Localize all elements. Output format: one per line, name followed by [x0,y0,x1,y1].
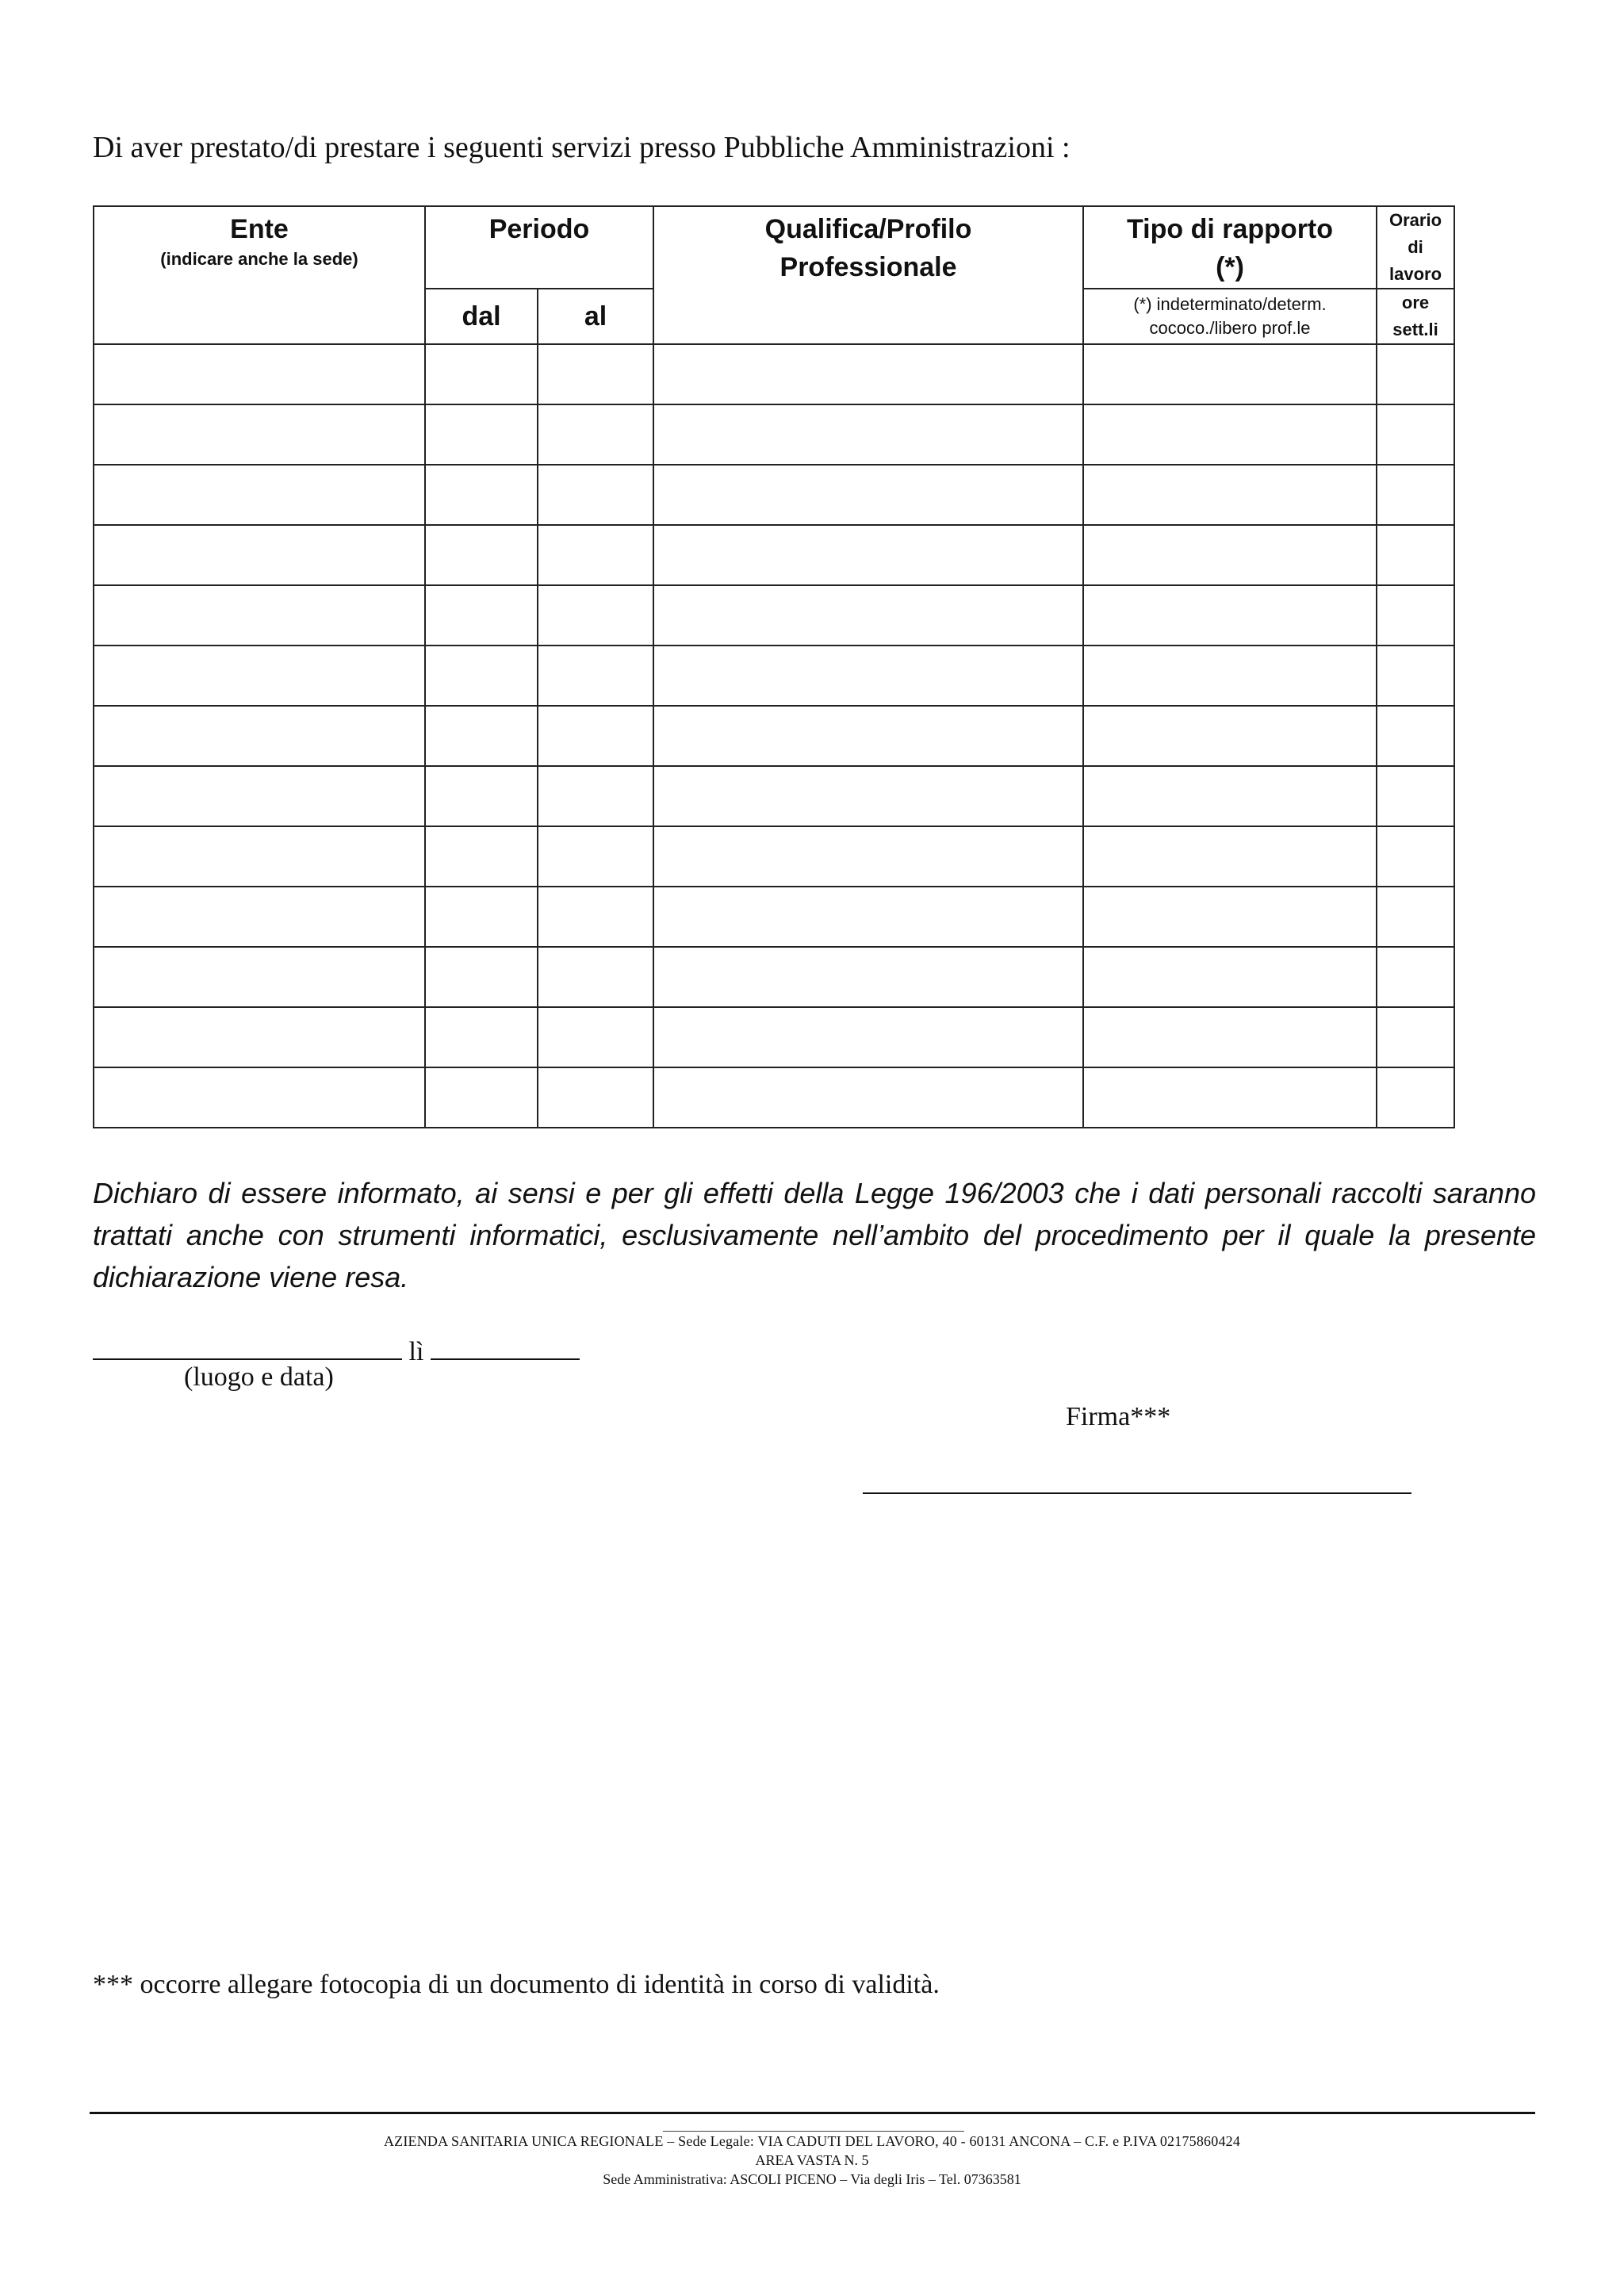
table-row [94,1007,1454,1067]
table-cell[interactable] [1377,706,1454,766]
table-cell[interactable] [653,404,1083,465]
header-orario [1377,206,1454,289]
table-cell[interactable] [94,1007,425,1067]
header-qualifica-line2: Professionale [779,252,957,282]
footer-divider [90,2112,1535,2114]
table-cell[interactable] [425,1067,538,1128]
table-cell[interactable] [1083,1007,1377,1067]
table-cell[interactable] [1377,1007,1454,1067]
table-cell[interactable] [538,525,653,585]
table-cell[interactable] [538,1067,653,1128]
header-orario-line2: di [1408,237,1423,257]
header-ore-line2: sett.li [1392,320,1438,339]
header-al: al [538,289,653,344]
header-ente-label: Ente [230,214,289,244]
table-row [94,706,1454,766]
table-cell[interactable] [653,826,1083,887]
table-cell[interactable] [653,766,1083,826]
table-cell[interactable] [538,947,653,1007]
table-cell[interactable] [1083,465,1377,525]
date-place-line [93,1337,580,1367]
header-tipo [1083,206,1377,289]
table-cell[interactable] [94,826,425,887]
header-qualifica [653,206,1083,344]
header-ore [1377,289,1454,344]
table-row [94,947,1454,1007]
table-cell[interactable] [94,525,425,585]
footer-line-1: AZIENDA SANITARIA UNICA REGIONALE – Sede Legale: VIA CADUTI DEL LAVORO, 40 - 60131 ANCONA – C.F. e P.IVA 02175860424 [383,2133,1241,2149]
header-qualifica-line1: Qualifica/Profilo [764,214,972,244]
date-caption: (luogo e data) [184,1362,334,1392]
header-tipo-note-line1: (*) indeterminato/determ. [1133,294,1327,314]
table-row [94,646,1454,706]
table-cell[interactable] [94,947,425,1007]
service-table [93,205,1454,1128]
table-cell[interactable] [425,646,538,706]
table-cell[interactable] [538,826,653,887]
table-row [94,465,1454,525]
table-row [94,525,1454,585]
table-cell[interactable] [653,1067,1083,1128]
header-ente [94,206,425,344]
table-cell[interactable] [538,887,653,947]
table-cell[interactable] [1083,706,1377,766]
table-cell[interactable] [653,465,1083,525]
table-cell[interactable] [538,766,653,826]
table-cell[interactable] [1377,947,1454,1007]
table-row [94,766,1454,826]
footnote: *** occorre allegare fotocopia di un documento di identità in corso di validità. [93,1970,940,1999]
table-cell[interactable] [1377,766,1454,826]
table-cell[interactable] [1377,465,1454,525]
table-cell[interactable] [94,1067,425,1128]
signature-line[interactable] [863,1492,1411,1494]
header-tipo-note-line2: cococo./libero prof.le [1149,318,1311,338]
table-cell[interactable] [538,344,653,404]
table-cell[interactable] [425,706,538,766]
header-ore-line1: ore [1401,293,1430,312]
header-orario-line3: lavoro [1389,264,1442,284]
table-cell[interactable] [653,344,1083,404]
table-cell[interactable] [653,887,1083,947]
table-cell[interactable] [1377,1067,1454,1128]
table-cell[interactable] [1083,646,1377,706]
privacy-statement: Dichiaro di essere informato, ai sensi e per gli effetti della Legge 196/2003 che i dati personali raccolti saranno trattati anche con strumenti informatici, esclusivamente nell’ambito del procedimento per il quale la presente dichiarazione viene resa. [93,1177,1536,1293]
table-body [94,344,1454,1128]
footer-line-2: AREA VASTA N. 5 [755,2152,869,2168]
header-tipo-label: Tipo di rapporto [1127,214,1334,244]
table-cell[interactable] [425,887,538,947]
table-cell[interactable] [425,404,538,465]
date-blank[interactable] [431,1339,580,1360]
table-cell[interactable] [425,766,538,826]
table-row [94,826,1454,887]
table-cell[interactable] [1377,646,1454,706]
table-cell[interactable] [538,646,653,706]
header-orario-line1: Orario [1389,210,1442,230]
table-cell[interactable] [1377,404,1454,465]
table-cell[interactable] [1083,766,1377,826]
table-cell[interactable] [538,465,653,525]
table-cell[interactable] [653,585,1083,646]
header-tipo-star: (*) [1216,252,1244,282]
li-label: lì [408,1337,424,1366]
intro-text: Di aver prestato/di prestare i seguenti servizi presso Pubbliche Amministrazioni : [93,131,1071,164]
table-cell[interactable] [653,646,1083,706]
table-cell[interactable] [94,404,425,465]
header-dal: dal [425,289,538,344]
table-cell[interactable] [1083,404,1377,465]
table-cell[interactable] [538,585,653,646]
table-row [94,404,1454,465]
table-cell[interactable] [653,947,1083,1007]
table-cell[interactable] [1377,525,1454,585]
table-cell[interactable] [1083,344,1377,404]
table-cell[interactable] [653,706,1083,766]
table-cell[interactable] [1377,826,1454,887]
place-blank[interactable] [93,1339,402,1360]
table-row [94,344,1454,404]
table-cell[interactable] [94,585,425,646]
table-cell[interactable] [1377,887,1454,947]
table-cell[interactable] [94,706,425,766]
table-cell[interactable] [1377,344,1454,404]
table-cell[interactable] [1377,585,1454,646]
table-cell[interactable] [94,344,425,404]
table-cell[interactable] [1083,887,1377,947]
table-cell[interactable] [653,1007,1083,1067]
footer [238,2132,1386,2189]
table-cell[interactable] [425,826,538,887]
table-cell[interactable] [425,465,538,525]
header-tipo-note [1083,289,1377,344]
table-cell[interactable] [1083,947,1377,1007]
table-cell[interactable] [538,1007,653,1067]
table-cell[interactable] [1083,525,1377,585]
table-cell[interactable] [538,706,653,766]
table-cell[interactable] [425,1007,538,1067]
table-cell[interactable] [425,344,538,404]
table-cell[interactable] [94,646,425,706]
table-cell[interactable] [425,585,538,646]
table-cell[interactable] [94,887,425,947]
header-ente-note: (indicare anche la sede) [160,249,358,269]
footer-line-3: Sede Amministrativa: ASCOLI PICENO – Via degli Iris – Tel. 07363581 [603,2171,1021,2187]
table-cell[interactable] [425,947,538,1007]
table-cell[interactable] [94,465,425,525]
table-cell[interactable] [1083,585,1377,646]
table-cell[interactable] [653,525,1083,585]
table-cell[interactable] [1083,826,1377,887]
table-cell[interactable] [425,525,538,585]
table-row [94,585,1454,646]
table-cell[interactable] [1083,1067,1377,1128]
signature-label: Firma*** [1066,1402,1171,1431]
header-periodo: Periodo [425,206,653,289]
table-row [94,887,1454,947]
table-cell[interactable] [94,766,425,826]
table-cell[interactable] [538,404,653,465]
table-row [94,1067,1454,1128]
